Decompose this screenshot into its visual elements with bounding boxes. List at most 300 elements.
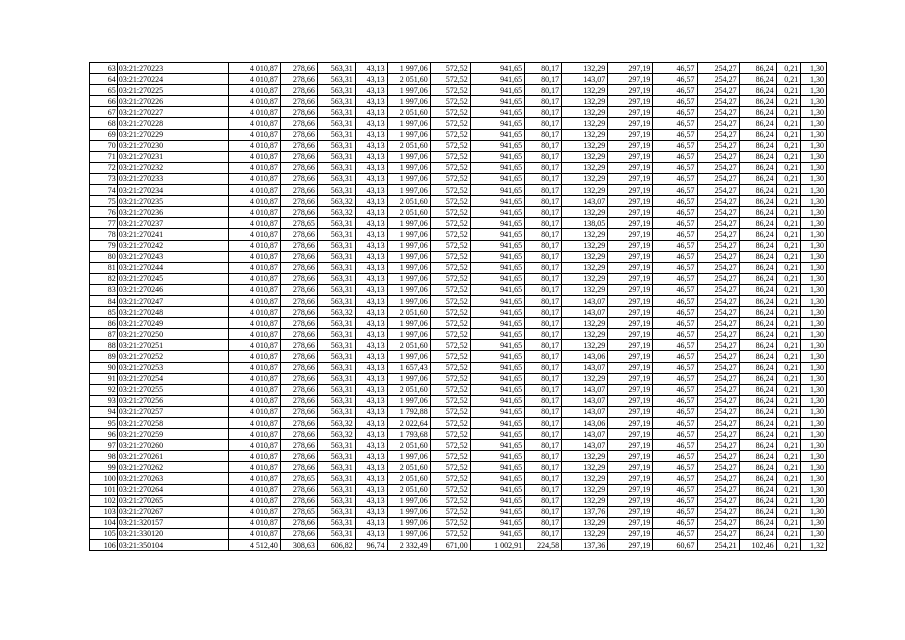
cadastral-number-cell: 03:21:270232 bbox=[117, 162, 228, 173]
row-number-cell: 79 bbox=[90, 240, 118, 251]
value-cell: 278,66 bbox=[280, 140, 317, 151]
value-cell: 563,31 bbox=[317, 251, 355, 262]
value-cell: 563,31 bbox=[317, 218, 355, 229]
value-cell: 46,57 bbox=[653, 162, 697, 173]
value-cell: 563,31 bbox=[317, 240, 355, 251]
row-number-cell: 76 bbox=[90, 207, 118, 218]
value-cell: 297,19 bbox=[608, 329, 653, 340]
cadastral-number-cell: 03:21:270258 bbox=[117, 418, 228, 429]
value-cell: 4 010,87 bbox=[228, 373, 280, 384]
row-number-cell: 78 bbox=[90, 229, 118, 240]
value-cell: 132,29 bbox=[562, 251, 608, 262]
value-cell: 86,24 bbox=[739, 440, 776, 451]
value-cell: 278,66 bbox=[280, 462, 317, 473]
value-cell: 563,31 bbox=[317, 229, 355, 240]
value-cell: 1 793,68 bbox=[387, 429, 430, 440]
value-cell: 1,30 bbox=[801, 74, 827, 85]
value-cell: 86,24 bbox=[739, 240, 776, 251]
value-cell: 46,57 bbox=[653, 307, 697, 318]
value-cell: 143,07 bbox=[562, 384, 608, 395]
value-cell: 572,52 bbox=[430, 229, 470, 240]
value-cell: 0,21 bbox=[776, 395, 801, 406]
value-cell: 563,31 bbox=[317, 517, 355, 528]
value-cell: 1 997,06 bbox=[387, 63, 430, 74]
value-cell: 563,31 bbox=[317, 506, 355, 517]
value-cell: 46,57 bbox=[653, 429, 697, 440]
value-cell: 297,19 bbox=[608, 318, 653, 329]
value-cell: 1 997,06 bbox=[387, 506, 430, 517]
value-cell: 563,31 bbox=[317, 295, 355, 306]
value-cell: 254,27 bbox=[697, 395, 739, 406]
value-cell: 941,65 bbox=[470, 451, 524, 462]
value-cell: 0,21 bbox=[776, 451, 801, 462]
row-number-cell: 93 bbox=[90, 395, 118, 406]
value-cell: 86,24 bbox=[739, 140, 776, 151]
value-cell: 1,30 bbox=[801, 340, 827, 351]
value-cell: 1,30 bbox=[801, 440, 827, 451]
value-cell: 46,57 bbox=[653, 185, 697, 196]
row-number-cell: 87 bbox=[90, 329, 118, 340]
value-cell: 1 997,06 bbox=[387, 373, 430, 384]
value-cell: 86,24 bbox=[739, 307, 776, 318]
value-cell: 297,19 bbox=[608, 295, 653, 306]
value-cell: 297,19 bbox=[608, 118, 653, 129]
value-cell: 254,27 bbox=[697, 418, 739, 429]
value-cell: 1 997,06 bbox=[387, 173, 430, 184]
value-cell: 132,29 bbox=[562, 162, 608, 173]
row-number-cell: 105 bbox=[90, 528, 118, 539]
value-cell: 563,31 bbox=[317, 362, 355, 373]
value-cell: 46,57 bbox=[653, 74, 697, 85]
value-cell: 941,65 bbox=[470, 395, 524, 406]
value-cell: 143,07 bbox=[562, 295, 608, 306]
value-cell: 254,27 bbox=[697, 229, 739, 240]
value-cell: 254,27 bbox=[697, 107, 739, 118]
value-cell: 86,24 bbox=[739, 473, 776, 484]
value-cell: 86,24 bbox=[739, 218, 776, 229]
value-cell: 0,21 bbox=[776, 185, 801, 196]
value-cell: 2 022,64 bbox=[387, 418, 430, 429]
value-cell: 572,52 bbox=[430, 185, 470, 196]
value-cell: 0,21 bbox=[776, 406, 801, 417]
value-cell: 80,17 bbox=[525, 495, 562, 506]
value-cell: 80,17 bbox=[525, 517, 562, 528]
value-cell: 297,19 bbox=[608, 218, 653, 229]
value-cell: 0,21 bbox=[776, 118, 801, 129]
value-cell: 941,65 bbox=[470, 495, 524, 506]
value-cell: 297,19 bbox=[608, 473, 653, 484]
value-cell: 86,24 bbox=[739, 484, 776, 495]
value-cell: 941,65 bbox=[470, 240, 524, 251]
value-cell: 563,31 bbox=[317, 528, 355, 539]
value-cell: 4 010,87 bbox=[228, 418, 280, 429]
value-cell: 4 010,87 bbox=[228, 140, 280, 151]
value-cell: 4 010,87 bbox=[228, 185, 280, 196]
value-cell: 43,13 bbox=[355, 85, 387, 96]
cadastral-number-cell: 03:21:270252 bbox=[117, 351, 228, 362]
value-cell: 254,27 bbox=[697, 318, 739, 329]
value-cell: 254,27 bbox=[697, 329, 739, 340]
value-cell: 254,21 bbox=[697, 540, 739, 551]
value-cell: 80,17 bbox=[525, 284, 562, 295]
table-row bbox=[90, 329, 827, 340]
value-cell: 46,57 bbox=[653, 362, 697, 373]
value-cell: 254,27 bbox=[697, 63, 739, 74]
value-cell: 4 010,87 bbox=[228, 284, 280, 295]
value-cell: 43,13 bbox=[355, 273, 387, 284]
value-cell: 137,36 bbox=[562, 540, 608, 551]
table-row bbox=[90, 429, 827, 440]
row-number-cell: 86 bbox=[90, 318, 118, 329]
value-cell: 43,13 bbox=[355, 517, 387, 528]
value-cell: 4 010,87 bbox=[228, 118, 280, 129]
value-cell: 1,32 bbox=[801, 540, 827, 551]
value-cell: 86,24 bbox=[739, 118, 776, 129]
value-cell: 941,65 bbox=[470, 384, 524, 395]
value-cell: 4 010,87 bbox=[228, 473, 280, 484]
value-cell: 86,24 bbox=[739, 406, 776, 417]
table-row bbox=[90, 362, 827, 373]
value-cell: 0,21 bbox=[776, 307, 801, 318]
value-cell: 563,31 bbox=[317, 118, 355, 129]
value-cell: 297,19 bbox=[608, 196, 653, 207]
cadastral-number-cell: 03:21:270224 bbox=[117, 74, 228, 85]
value-cell: 0,21 bbox=[776, 473, 801, 484]
value-cell: 1,30 bbox=[801, 107, 827, 118]
row-number-cell: 68 bbox=[90, 118, 118, 129]
value-cell: 80,17 bbox=[525, 140, 562, 151]
value-cell: 278,66 bbox=[280, 284, 317, 295]
value-cell: 1,30 bbox=[801, 251, 827, 262]
value-cell: 132,29 bbox=[562, 462, 608, 473]
value-cell: 278,66 bbox=[280, 85, 317, 96]
value-cell: 572,52 bbox=[430, 129, 470, 140]
cadastral-number-cell: 03:21:270256 bbox=[117, 395, 228, 406]
value-cell: 137,76 bbox=[562, 506, 608, 517]
value-cell: 0,21 bbox=[776, 429, 801, 440]
value-cell: 297,19 bbox=[608, 85, 653, 96]
value-cell: 43,13 bbox=[355, 251, 387, 262]
table-row bbox=[90, 129, 827, 140]
value-cell: 80,17 bbox=[525, 96, 562, 107]
value-cell: 572,52 bbox=[430, 418, 470, 429]
value-cell: 0,21 bbox=[776, 173, 801, 184]
value-cell: 0,21 bbox=[776, 351, 801, 362]
value-cell: 563,31 bbox=[317, 384, 355, 395]
value-cell: 80,17 bbox=[525, 506, 562, 517]
value-cell: 941,65 bbox=[470, 318, 524, 329]
cadastral-number-cell: 03:21:270263 bbox=[117, 473, 228, 484]
value-cell: 572,52 bbox=[430, 173, 470, 184]
table-row bbox=[90, 528, 827, 539]
value-cell: 4 010,87 bbox=[228, 151, 280, 162]
cadastral-number-cell: 03:21:270227 bbox=[117, 107, 228, 118]
value-cell: 0,21 bbox=[776, 384, 801, 395]
value-cell: 563,31 bbox=[317, 440, 355, 451]
row-number-cell: 72 bbox=[90, 162, 118, 173]
value-cell: 132,29 bbox=[562, 484, 608, 495]
value-cell: 86,24 bbox=[739, 151, 776, 162]
value-cell: 297,19 bbox=[608, 373, 653, 384]
table-row bbox=[90, 484, 827, 495]
cadastral-number-cell: 03:21:270225 bbox=[117, 85, 228, 96]
value-cell: 0,21 bbox=[776, 517, 801, 528]
value-cell: 102,46 bbox=[739, 540, 776, 551]
value-cell: 86,24 bbox=[739, 96, 776, 107]
value-cell: 278,66 bbox=[280, 118, 317, 129]
value-cell: 46,57 bbox=[653, 473, 697, 484]
value-cell: 254,27 bbox=[697, 173, 739, 184]
value-cell: 0,21 bbox=[776, 418, 801, 429]
value-cell: 1 997,06 bbox=[387, 185, 430, 196]
value-cell: 43,13 bbox=[355, 185, 387, 196]
value-cell: 4 512,40 bbox=[228, 540, 280, 551]
value-cell: 43,13 bbox=[355, 440, 387, 451]
table-row bbox=[90, 351, 827, 362]
value-cell: 86,24 bbox=[739, 528, 776, 539]
value-cell: 572,52 bbox=[430, 262, 470, 273]
value-cell: 2 051,60 bbox=[387, 462, 430, 473]
table-row bbox=[90, 284, 827, 295]
value-cell: 224,58 bbox=[525, 540, 562, 551]
value-cell: 254,27 bbox=[697, 362, 739, 373]
value-cell: 143,07 bbox=[562, 395, 608, 406]
value-cell: 278,66 bbox=[280, 240, 317, 251]
value-cell: 86,24 bbox=[739, 63, 776, 74]
value-cell: 80,17 bbox=[525, 151, 562, 162]
value-cell: 46,57 bbox=[653, 196, 697, 207]
value-cell: 297,19 bbox=[608, 340, 653, 351]
value-cell: 1 997,06 bbox=[387, 85, 430, 96]
value-cell: 132,29 bbox=[562, 373, 608, 384]
value-cell: 4 010,87 bbox=[228, 384, 280, 395]
value-cell: 1 997,06 bbox=[387, 162, 430, 173]
value-cell: 0,21 bbox=[776, 207, 801, 218]
value-cell: 254,27 bbox=[697, 307, 739, 318]
cadastral-number-cell: 03:21:270245 bbox=[117, 273, 228, 284]
cadastral-number-cell: 03:21:270250 bbox=[117, 329, 228, 340]
value-cell: 941,65 bbox=[470, 528, 524, 539]
value-cell: 941,65 bbox=[470, 473, 524, 484]
value-cell: 43,13 bbox=[355, 262, 387, 273]
value-cell: 43,13 bbox=[355, 462, 387, 473]
value-cell: 1 997,06 bbox=[387, 218, 430, 229]
table-row bbox=[90, 218, 827, 229]
value-cell: 0,21 bbox=[776, 506, 801, 517]
value-cell: 563,32 bbox=[317, 418, 355, 429]
value-cell: 46,57 bbox=[653, 229, 697, 240]
value-cell: 132,29 bbox=[562, 118, 608, 129]
value-cell: 43,13 bbox=[355, 218, 387, 229]
value-cell: 43,13 bbox=[355, 96, 387, 107]
value-cell: 563,31 bbox=[317, 96, 355, 107]
value-cell: 86,24 bbox=[739, 196, 776, 207]
value-cell: 143,07 bbox=[562, 307, 608, 318]
value-cell: 80,17 bbox=[525, 318, 562, 329]
row-number-cell: 65 bbox=[90, 85, 118, 96]
value-cell: 60,67 bbox=[653, 540, 697, 551]
value-cell: 4 010,87 bbox=[228, 129, 280, 140]
value-cell: 4 010,87 bbox=[228, 528, 280, 539]
value-cell: 46,57 bbox=[653, 273, 697, 284]
value-cell: 1 997,06 bbox=[387, 495, 430, 506]
value-cell: 563,31 bbox=[317, 63, 355, 74]
value-cell: 86,24 bbox=[739, 462, 776, 473]
value-cell: 1 997,06 bbox=[387, 517, 430, 528]
table-row bbox=[90, 151, 827, 162]
value-cell: 297,19 bbox=[608, 451, 653, 462]
value-cell: 46,57 bbox=[653, 218, 697, 229]
cadastral-number-cell: 03:21:270249 bbox=[117, 318, 228, 329]
value-cell: 1,30 bbox=[801, 307, 827, 318]
row-number-cell: 74 bbox=[90, 185, 118, 196]
value-cell: 572,52 bbox=[430, 384, 470, 395]
value-cell: 563,31 bbox=[317, 129, 355, 140]
value-cell: 254,27 bbox=[697, 162, 739, 173]
value-cell: 132,29 bbox=[562, 284, 608, 295]
cadastral-number-cell: 03:21:270246 bbox=[117, 284, 228, 295]
value-cell: 297,19 bbox=[608, 240, 653, 251]
value-cell: 941,65 bbox=[470, 517, 524, 528]
value-cell: 572,52 bbox=[430, 284, 470, 295]
value-cell: 941,65 bbox=[470, 251, 524, 262]
value-cell: 46,57 bbox=[653, 440, 697, 451]
value-cell: 43,13 bbox=[355, 118, 387, 129]
cadastral-number-cell: 03:21:270259 bbox=[117, 429, 228, 440]
value-cell: 46,57 bbox=[653, 495, 697, 506]
value-cell: 0,21 bbox=[776, 107, 801, 118]
table-row bbox=[90, 85, 827, 96]
value-cell: 46,57 bbox=[653, 295, 697, 306]
cadastral-number-cell: 03:21:270229 bbox=[117, 129, 228, 140]
row-number-cell: 63 bbox=[90, 63, 118, 74]
value-cell: 1,30 bbox=[801, 240, 827, 251]
cadastral-number-cell: 03:21:270233 bbox=[117, 173, 228, 184]
value-cell: 572,52 bbox=[430, 495, 470, 506]
value-cell: 43,13 bbox=[355, 418, 387, 429]
table-row bbox=[90, 495, 827, 506]
value-cell: 563,31 bbox=[317, 284, 355, 295]
value-cell: 143,07 bbox=[562, 440, 608, 451]
row-number-cell: 67 bbox=[90, 107, 118, 118]
value-cell: 0,21 bbox=[776, 74, 801, 85]
value-cell: 941,65 bbox=[470, 173, 524, 184]
value-cell: 4 010,87 bbox=[228, 517, 280, 528]
value-cell: 86,24 bbox=[739, 362, 776, 373]
value-cell: 4 010,87 bbox=[228, 229, 280, 240]
value-cell: 46,57 bbox=[653, 96, 697, 107]
value-cell: 297,19 bbox=[608, 162, 653, 173]
cadastral-number-cell: 03:21:270236 bbox=[117, 207, 228, 218]
value-cell: 1,30 bbox=[801, 484, 827, 495]
value-cell: 0,21 bbox=[776, 284, 801, 295]
value-cell: 572,52 bbox=[430, 218, 470, 229]
table-row bbox=[90, 63, 827, 74]
value-cell: 80,17 bbox=[525, 451, 562, 462]
value-cell: 86,24 bbox=[739, 351, 776, 362]
value-cell: 254,27 bbox=[697, 273, 739, 284]
value-cell: 0,21 bbox=[776, 229, 801, 240]
value-cell: 4 010,87 bbox=[228, 251, 280, 262]
value-cell: 941,65 bbox=[470, 373, 524, 384]
cadastral-number-cell: 03:21:270255 bbox=[117, 384, 228, 395]
value-cell: 254,27 bbox=[697, 118, 739, 129]
value-cell: 572,52 bbox=[430, 207, 470, 218]
value-cell: 563,31 bbox=[317, 318, 355, 329]
value-cell: 0,21 bbox=[776, 318, 801, 329]
value-cell: 80,17 bbox=[525, 295, 562, 306]
cadastral-number-cell: 03:21:270228 bbox=[117, 118, 228, 129]
value-cell: 1,30 bbox=[801, 218, 827, 229]
value-cell: 278,66 bbox=[280, 384, 317, 395]
value-cell: 563,31 bbox=[317, 406, 355, 417]
value-cell: 0,21 bbox=[776, 295, 801, 306]
row-number-cell: 71 bbox=[90, 151, 118, 162]
value-cell: 1,30 bbox=[801, 451, 827, 462]
value-cell: 297,19 bbox=[608, 395, 653, 406]
cadastral-number-cell: 03:21:270230 bbox=[117, 140, 228, 151]
value-cell: 297,19 bbox=[608, 495, 653, 506]
value-cell: 572,52 bbox=[430, 162, 470, 173]
value-cell: 563,31 bbox=[317, 162, 355, 173]
value-cell: 2 051,60 bbox=[387, 140, 430, 151]
value-cell: 46,57 bbox=[653, 129, 697, 140]
value-cell: 2 051,60 bbox=[387, 107, 430, 118]
value-cell: 43,13 bbox=[355, 351, 387, 362]
value-cell: 86,24 bbox=[739, 85, 776, 96]
value-cell: 80,17 bbox=[525, 107, 562, 118]
value-cell: 572,52 bbox=[430, 473, 470, 484]
value-cell: 1 997,06 bbox=[387, 395, 430, 406]
value-cell: 132,29 bbox=[562, 185, 608, 196]
value-cell: 297,19 bbox=[608, 229, 653, 240]
value-cell: 132,29 bbox=[562, 517, 608, 528]
value-cell: 278,66 bbox=[280, 229, 317, 240]
table-row bbox=[90, 229, 827, 240]
value-cell: 1 997,06 bbox=[387, 118, 430, 129]
cadastral-value-table bbox=[89, 62, 827, 551]
cadastral-number-cell: 03:21:270223 bbox=[117, 63, 228, 74]
cadastral-number-cell: 03:21:270253 bbox=[117, 362, 228, 373]
row-number-cell: 89 bbox=[90, 351, 118, 362]
value-cell: 143,07 bbox=[562, 362, 608, 373]
value-cell: 572,52 bbox=[430, 63, 470, 74]
value-cell: 1 997,06 bbox=[387, 273, 430, 284]
value-cell: 43,13 bbox=[355, 451, 387, 462]
value-cell: 0,21 bbox=[776, 196, 801, 207]
value-cell: 86,24 bbox=[739, 173, 776, 184]
value-cell: 278,66 bbox=[280, 362, 317, 373]
cadastral-number-cell: 03:21:270243 bbox=[117, 251, 228, 262]
value-cell: 143,06 bbox=[562, 418, 608, 429]
value-cell: 46,57 bbox=[653, 329, 697, 340]
value-cell: 46,57 bbox=[653, 85, 697, 96]
value-cell: 0,21 bbox=[776, 85, 801, 96]
value-cell: 86,24 bbox=[739, 384, 776, 395]
value-cell: 80,17 bbox=[525, 173, 562, 184]
value-cell: 43,13 bbox=[355, 506, 387, 517]
value-cell: 46,57 bbox=[653, 240, 697, 251]
value-cell: 132,29 bbox=[562, 96, 608, 107]
value-cell: 43,13 bbox=[355, 373, 387, 384]
value-cell: 80,17 bbox=[525, 207, 562, 218]
value-cell: 254,27 bbox=[697, 284, 739, 295]
value-cell: 254,27 bbox=[697, 462, 739, 473]
value-cell: 1,30 bbox=[801, 85, 827, 96]
value-cell: 4 010,87 bbox=[228, 506, 280, 517]
value-cell: 43,13 bbox=[355, 340, 387, 351]
value-cell: 132,29 bbox=[562, 63, 608, 74]
